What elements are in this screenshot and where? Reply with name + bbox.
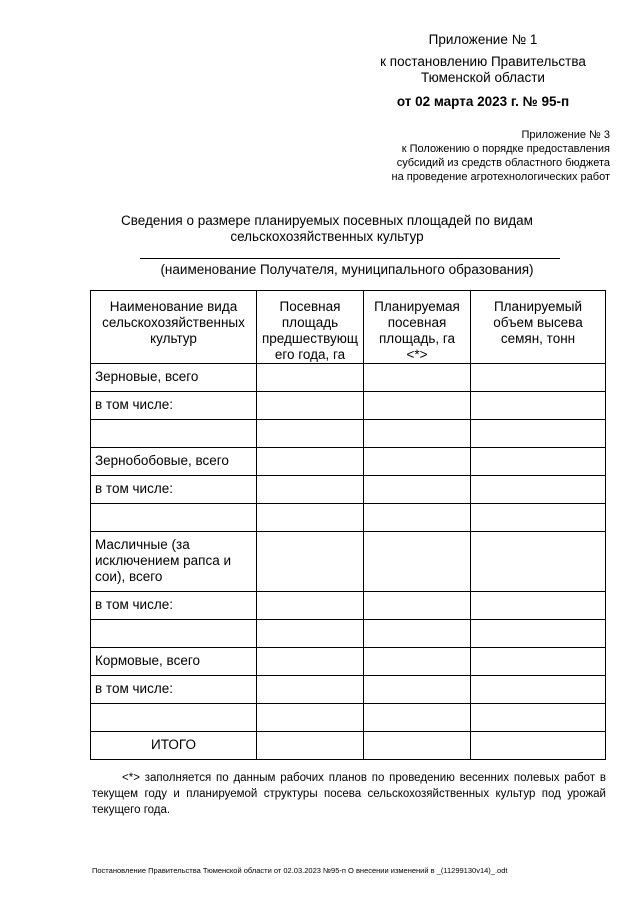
value-cell [257,704,364,732]
document-title [120,213,534,245]
value-cell [471,448,606,476]
table-row [91,392,606,420]
page-footer: Постановление Правительства Тюменской области от 02.03.2023 №95-п О внесении изменений в _(11299130v14)_.odt [92,866,508,875]
crop-name-cell [91,504,257,532]
value-cell [471,592,606,620]
value-cell [364,476,471,504]
sub-appendix-line2: к Положению о порядке предоставления [401,143,610,155]
sub-appendix-line1: Приложение № 3 [521,129,610,141]
value-cell [257,364,364,392]
table-row [91,476,606,504]
crop-name-cell: Масличные (за исключением рапса и сои), всего [91,532,257,592]
value-cell [364,592,471,620]
crop-name-cell: в том числе: [91,676,257,704]
crop-name-cell [91,620,257,648]
value-cell [471,504,606,532]
value-cell [364,676,471,704]
appendix-title: Приложение № 1 [428,32,538,47]
table-row [91,504,606,532]
table-row [91,364,606,392]
value-cell [364,504,471,532]
value-cell [257,504,364,532]
value-cell [471,364,606,392]
appendix-ref-line1: к постановлению Правительства [380,54,586,69]
table-row [91,420,606,448]
recipient-caption: (наименование Получателя, муниципального образования) [160,262,534,277]
value-cell [471,420,606,448]
value-cell [364,704,471,732]
value-cell [471,648,606,676]
value-cell [364,620,471,648]
value-cell [471,476,606,504]
sub-appendix-line4: на проведение агротехнологических работ [391,171,610,183]
value-cell [471,392,606,420]
appendix-ref-line2: Тюменской области [421,70,545,85]
crop-name-cell: Зернобобовые, всего [91,448,257,476]
value-cell [257,420,364,448]
crop-name-cell: в том числе: [91,592,257,620]
value-cell [364,364,471,392]
header-crop-type: Наименование вида сельскохозяйственных культур [91,291,257,364]
value-cell [257,676,364,704]
value-cell [364,392,471,420]
value-cell [364,532,471,592]
value-cell [364,420,471,448]
title-line2: сельскохозяйственных культур [230,229,424,244]
value-cell [257,476,364,504]
table-row [91,620,606,648]
title-line1: Сведения о размере планируемых посевных площадей по видам [121,213,533,228]
header-previous-area: Посевная площадь предшествующ его года, га [257,291,364,364]
table-row [91,648,606,676]
value-cell [257,732,364,760]
value-cell [471,732,606,760]
header-seed-volume: Планируемый объем высева семян, тонн [471,291,606,364]
value-cell [471,676,606,704]
crop-name-cell: ИТОГО [91,732,257,760]
decree-date: от 02 марта 2023 г. № 95-п [396,94,570,109]
value-cell [257,532,364,592]
table-row [91,676,606,704]
sub-appendix-line3: субсидий из средств областного бюджета [396,157,610,169]
crop-name-cell: в том числе: [91,476,257,504]
value-cell [257,620,364,648]
value-cell [364,732,471,760]
value-cell [257,648,364,676]
table-row [91,732,606,760]
value-cell [257,592,364,620]
crop-areas-table [90,290,606,760]
table-header-row [91,291,606,364]
table-row [91,592,606,620]
value-cell [257,392,364,420]
crop-name-cell: Зерновые, всего [91,364,257,392]
table-row [91,532,606,592]
appendix-header [360,32,606,110]
crop-name-cell: в том числе: [91,392,257,420]
value-cell [471,620,606,648]
header-planned-area: Планируемая посевная площадь, га <*> [364,291,471,364]
table-row [91,448,606,476]
footnote: <*> заполняется по данным рабочих планов по проведению весенних полевых работ в текущем году и планируемой структуры посева сельскохозяйственных культур под урожай текущего года. [92,772,606,816]
recipient-blank-line [140,258,560,259]
value-cell [257,448,364,476]
crop-name-cell [91,420,257,448]
table-body [91,364,606,760]
value-cell [471,704,606,732]
value-cell [364,648,471,676]
value-cell [364,448,471,476]
sub-appendix-header [392,128,610,184]
crop-name-cell [91,704,257,732]
value-cell [471,532,606,592]
table-row [91,704,606,732]
crop-name-cell: Кормовые, всего [91,648,257,676]
